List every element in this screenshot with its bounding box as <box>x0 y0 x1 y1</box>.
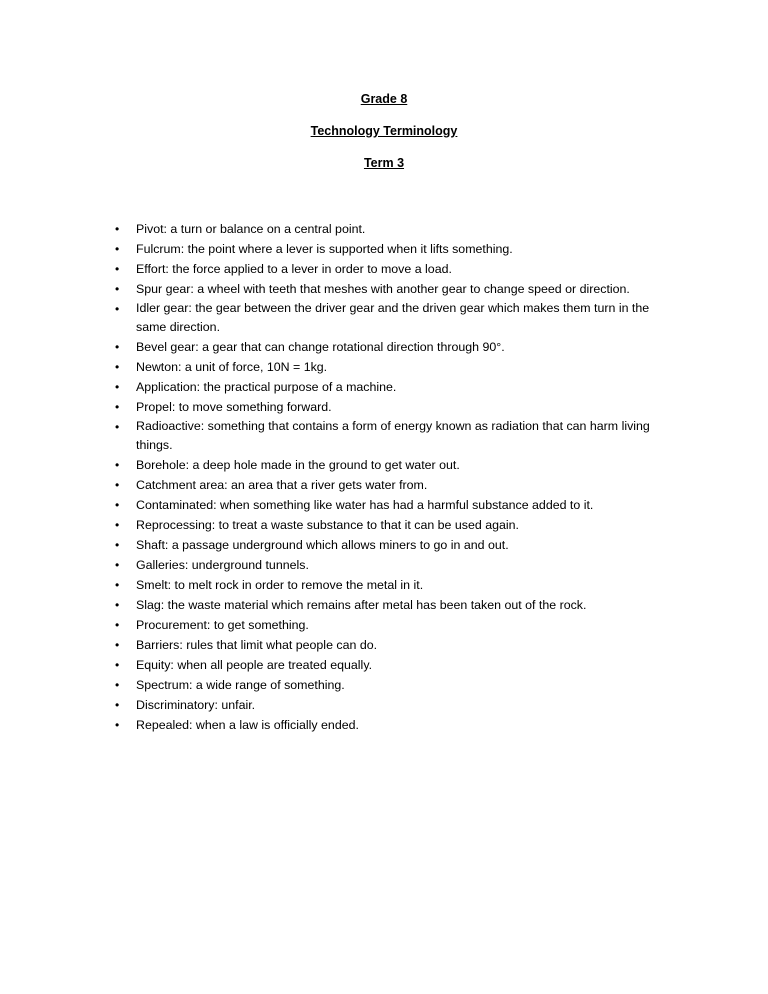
list-item <box>115 575 675 595</box>
list-item <box>115 475 675 495</box>
list-item <box>115 515 675 535</box>
term-definition: Propel: to move something forward. <box>136 400 332 414</box>
bullet-icon <box>115 575 125 595</box>
list-item <box>115 535 675 555</box>
term-definition: Contaminated: when something like water has had a harmful substance added to it. <box>136 498 594 512</box>
list-item <box>115 279 675 299</box>
list-item <box>115 695 675 715</box>
bullet-icon <box>115 259 125 279</box>
bullet-icon <box>115 715 125 735</box>
grade-heading: Grade 8 <box>360 92 408 106</box>
list-item <box>115 715 675 735</box>
bullet-icon <box>115 615 125 635</box>
list-item <box>115 595 675 615</box>
bullet-icon <box>115 377 125 397</box>
bullet-icon <box>115 299 125 319</box>
list-item <box>115 615 675 635</box>
bullet-icon <box>115 219 125 239</box>
term-definition: Application: the practical purpose of a machine. <box>136 380 397 394</box>
bullet-icon <box>115 495 125 515</box>
bullet-icon <box>115 675 125 695</box>
list-item <box>115 417 675 455</box>
list-item <box>115 495 675 515</box>
terminology-list <box>115 219 675 735</box>
term-definition: Discriminatory: unfair. <box>136 698 256 712</box>
term-definition: Reprocessing: to treat a waste substance to that it can be used again. <box>136 518 519 532</box>
term-definition: Shaft: a passage underground which allows miners to go in and out. <box>136 538 509 552</box>
term-definition: Barriers: rules that limit what people can do. <box>136 638 378 652</box>
term-definition: Smelt: to melt rock in order to remove the metal in it. <box>136 578 424 592</box>
bullet-icon <box>115 475 125 495</box>
term-definition: Spur gear: a wheel with teeth that meshes with another gear to change speed or direction. <box>136 282 630 296</box>
bullet-icon <box>115 595 125 615</box>
list-item <box>115 377 675 397</box>
term-definition: Equity: when all people are treated equally. <box>136 658 373 672</box>
term-definition: Effort: the force applied to a lever in order to move a load. <box>136 262 452 276</box>
bullet-icon <box>115 455 125 475</box>
list-item <box>115 455 675 475</box>
term-heading: Term 3 <box>363 156 405 170</box>
bullet-icon <box>115 555 125 575</box>
term-definition: Procurement: to get something. <box>136 618 309 632</box>
term-definition: Spectrum: a wide range of something. <box>136 678 345 692</box>
bullet-icon <box>115 695 125 715</box>
term-definition: Fulcrum: the point where a lever is supported when it lifts something. <box>136 242 513 256</box>
term-definition: Repealed: when a law is officially ended. <box>136 718 359 732</box>
bullet-icon <box>115 515 125 535</box>
list-item <box>115 635 675 655</box>
list-item <box>115 675 675 695</box>
term-definition: Galleries: underground tunnels. <box>136 558 309 572</box>
bullet-icon <box>115 357 125 377</box>
term-definition: Radioactive: something that contains a form of energy known as radiation that can harm living things. <box>136 419 650 452</box>
term-definition: Catchment area: an area that a river gets water from. <box>136 478 428 492</box>
list-item <box>115 299 675 337</box>
bullet-icon <box>115 635 125 655</box>
bullet-icon <box>115 279 125 299</box>
list-item <box>115 337 675 357</box>
list-item <box>115 555 675 575</box>
list-item <box>115 239 675 259</box>
term-definition: Slag: the waste material which remains after metal has been taken out of the rock. <box>136 598 587 612</box>
subject-heading: Technology Terminology <box>310 124 458 138</box>
bullet-icon <box>115 397 125 417</box>
term-definition: Idler gear: the gear between the driver gear and the driven gear which makes them turn in the same direction. <box>136 301 650 334</box>
list-item <box>115 219 675 239</box>
list-item <box>115 259 675 279</box>
list-item <box>115 655 675 675</box>
term-definition: Bevel gear: a gear that can change rotational direction through 90°. <box>136 340 505 354</box>
term-definition: Pivot: a turn or balance on a central point. <box>136 222 366 236</box>
term-definition: Newton: a unit of force, 10N = 1kg. <box>136 360 328 374</box>
term-definition: Borehole: a deep hole made in the ground to get water out. <box>136 458 460 472</box>
bullet-icon <box>115 535 125 555</box>
bullet-icon <box>115 417 125 437</box>
list-item <box>115 357 675 377</box>
bullet-icon <box>115 239 125 259</box>
bullet-icon <box>115 655 125 675</box>
list-item <box>115 397 675 417</box>
bullet-icon <box>115 337 125 357</box>
